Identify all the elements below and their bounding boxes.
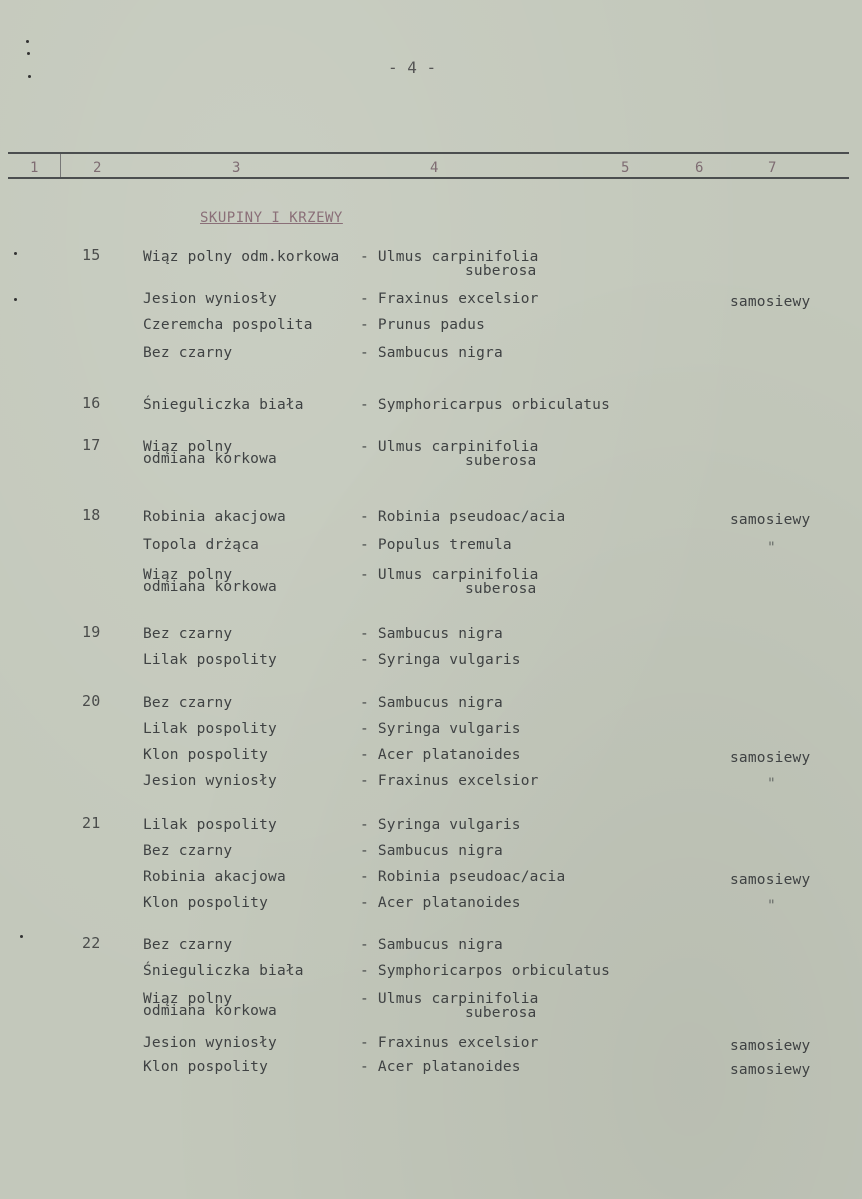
column-number-3: 3 bbox=[232, 160, 241, 176]
note: samosiewy bbox=[730, 294, 811, 310]
polish-name: Klon pospolity bbox=[143, 895, 269, 911]
latin-name: - Ulmus carpinifolia bbox=[360, 567, 539, 583]
column-number-4: 4 bbox=[430, 160, 439, 176]
note: samosiewy bbox=[730, 512, 811, 528]
polish-name: Śnieguliczka biała bbox=[143, 397, 304, 413]
polish-name: Bez czarny bbox=[143, 937, 233, 953]
margin-mark bbox=[14, 252, 17, 255]
note: samosiewy bbox=[730, 750, 811, 766]
note: " bbox=[767, 776, 776, 792]
latin-name-line2: suberosa bbox=[465, 263, 537, 279]
polish-name: Jesion wyniosły bbox=[143, 773, 277, 789]
column-number-6: 6 bbox=[695, 160, 704, 176]
polish-name: Robinia akacjowa bbox=[143, 869, 286, 885]
polish-name: Lilak pospolity bbox=[143, 721, 277, 737]
polish-name: Bez czarny bbox=[143, 626, 233, 642]
row-number: 21 bbox=[82, 814, 101, 832]
latin-name: - Robinia pseudoac/acia bbox=[360, 509, 566, 525]
latin-name-line2: suberosa bbox=[465, 581, 537, 597]
latin-name: - Fraxinus excelsior bbox=[360, 291, 539, 307]
latin-name: - Symphoricarpus orbiculatus bbox=[360, 397, 611, 413]
polish-name: Klon pospolity bbox=[143, 1059, 269, 1075]
header-rule-bottom bbox=[8, 177, 849, 179]
latin-name: - Syringa vulgaris bbox=[360, 652, 521, 668]
margin-mark bbox=[20, 935, 23, 938]
page-number: - 4 - bbox=[388, 58, 437, 77]
row-number: 19 bbox=[82, 623, 101, 641]
polish-name: Bez czarny bbox=[143, 345, 233, 361]
latin-name: - Populus tremula bbox=[360, 537, 512, 553]
latin-name: - Syringa vulgaris bbox=[360, 817, 521, 833]
latin-name: - Fraxinus excelsior bbox=[360, 773, 539, 789]
latin-name: - Acer platanoides bbox=[360, 1059, 521, 1075]
polish-name: Jesion wyniosły bbox=[143, 1035, 277, 1051]
polish-name: Robinia akacjowa bbox=[143, 509, 286, 525]
note: " bbox=[767, 540, 776, 556]
latin-name: - Sambucus nigra bbox=[360, 843, 503, 859]
latin-name: - Sambucus nigra bbox=[360, 695, 503, 711]
polish-name: Bez czarny bbox=[143, 695, 233, 711]
header-rule-top bbox=[8, 152, 849, 154]
latin-name: - Syringa vulgaris bbox=[360, 721, 521, 737]
margin-mark bbox=[28, 75, 31, 78]
polish-name: Klon pospolity bbox=[143, 747, 269, 763]
polish-name: Wiąz polny bbox=[143, 991, 233, 1007]
row-number: 17 bbox=[82, 436, 101, 454]
row-number: 22 bbox=[82, 934, 101, 952]
polish-name-line2: odmiana korkowa bbox=[143, 579, 277, 595]
polish-name: Lilak pospolity bbox=[143, 817, 277, 833]
latin-name: - Prunus padus bbox=[360, 317, 486, 333]
note: samosiewy bbox=[730, 1062, 811, 1078]
column-number-7: 7 bbox=[768, 160, 777, 176]
polish-name: Wiąz polny bbox=[143, 439, 233, 455]
latin-name-line2: suberosa bbox=[465, 453, 537, 469]
polish-name: Śnieguliczka biała bbox=[143, 963, 304, 979]
latin-name: - Acer platanoides bbox=[360, 747, 521, 763]
section-heading: SKUPINY I KRZEWY bbox=[200, 210, 343, 226]
note: samosiewy bbox=[730, 872, 811, 888]
row-number: 15 bbox=[82, 246, 101, 264]
latin-name: - Ulmus carpinifolia bbox=[360, 991, 539, 1007]
polish-name-line2: odmiana korkowa bbox=[143, 451, 277, 467]
latin-name: - Symphoricarpos orbiculatus bbox=[360, 963, 611, 979]
latin-name: - Fraxinus excelsior bbox=[360, 1035, 539, 1051]
latin-name: - Sambucus nigra bbox=[360, 937, 503, 953]
polish-name: Wiąz polny odm.korkowa bbox=[143, 249, 340, 265]
latin-name: - Sambucus nigra bbox=[360, 345, 503, 361]
column-number-5: 5 bbox=[621, 160, 630, 176]
polish-name: Wiąz polny bbox=[143, 567, 233, 583]
polish-name: Bez czarny bbox=[143, 843, 233, 859]
latin-name: - Sambucus nigra bbox=[360, 626, 503, 642]
column-divider bbox=[60, 154, 61, 177]
latin-name-line2: suberosa bbox=[465, 1005, 537, 1021]
row-number: 18 bbox=[82, 506, 101, 524]
polish-name-line2: odmiana korkowa bbox=[143, 1003, 277, 1019]
polish-name: Jesion wyniosły bbox=[143, 291, 277, 307]
latin-name: - Robinia pseudoac/acia bbox=[360, 869, 566, 885]
margin-mark bbox=[27, 52, 30, 55]
latin-name: - Ulmus carpinifolia bbox=[360, 439, 539, 455]
column-number-2: 2 bbox=[93, 160, 102, 176]
polish-name: Topola drżąca bbox=[143, 537, 260, 553]
polish-name: Czeremcha pospolita bbox=[143, 317, 313, 333]
margin-mark bbox=[14, 298, 17, 301]
latin-name: - Ulmus carpinifolia bbox=[360, 249, 539, 265]
latin-name: - Acer platanoides bbox=[360, 895, 521, 911]
margin-mark bbox=[26, 40, 29, 43]
column-number-1: 1 bbox=[30, 160, 39, 176]
row-number: 20 bbox=[82, 692, 101, 710]
polish-name: Lilak pospolity bbox=[143, 652, 277, 668]
note: samosiewy bbox=[730, 1038, 811, 1054]
row-number: 16 bbox=[82, 394, 101, 412]
note: " bbox=[767, 898, 776, 914]
